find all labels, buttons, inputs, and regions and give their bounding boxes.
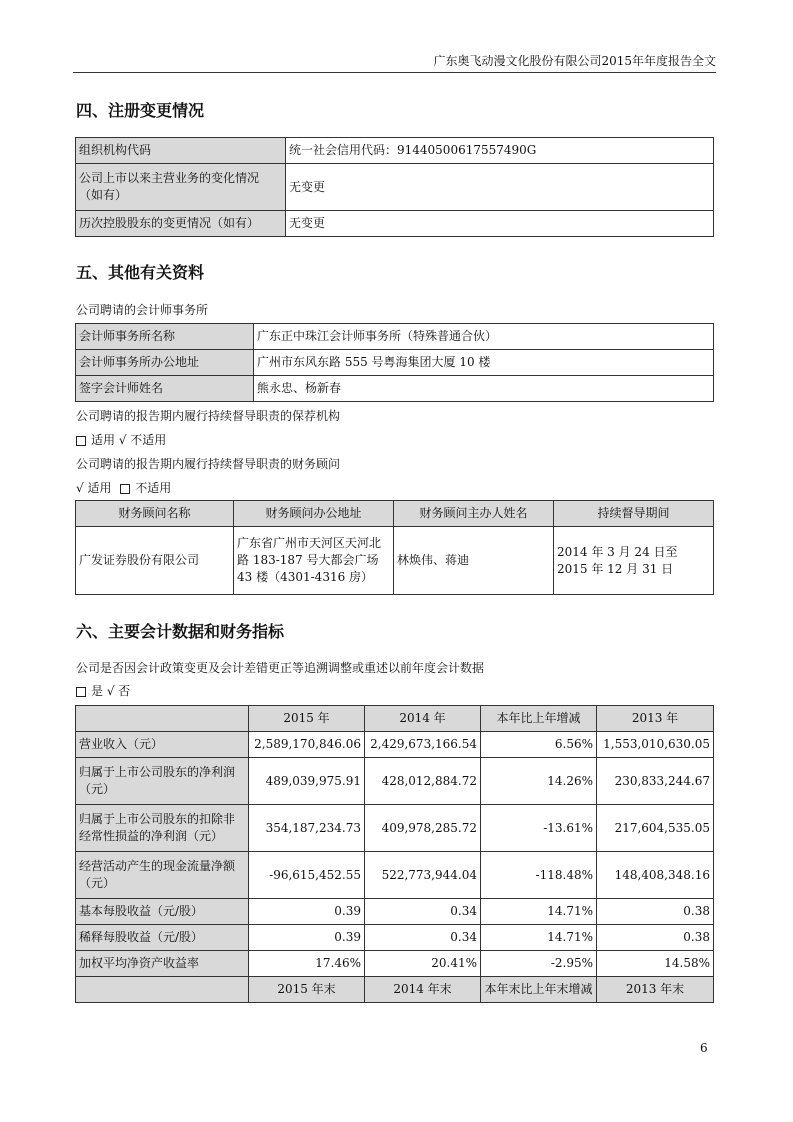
row-label: 归属于上市公司股东的净利润（元） bbox=[76, 758, 249, 805]
header-cell: 2015 年 bbox=[249, 706, 365, 732]
advisor-table bbox=[75, 500, 714, 595]
value-cell: 0.38 bbox=[597, 925, 714, 951]
value-cell: 熊永忠、杨新春 bbox=[254, 376, 714, 402]
footer-cell: 本年末比上年末增减 bbox=[481, 977, 597, 1003]
value-cell: 0.34 bbox=[365, 899, 481, 925]
value-cell: 409,978,285.72 bbox=[365, 805, 481, 852]
header-cell: 财务顾问办公地址 bbox=[234, 501, 394, 527]
checkbox-icon bbox=[76, 687, 86, 697]
value-cell: 14.71% bbox=[481, 899, 597, 925]
label-cell: 历次控股股东的变更情况（如有） bbox=[76, 211, 286, 237]
advisor-period-cell: 2014 年 3 月 24 日至 2015 年 12 月 31 日 bbox=[554, 527, 714, 595]
label-cell: 公司上市以来主营业务的变化情况（如有） bbox=[76, 164, 286, 211]
header-cell: 财务顾问主办人姓名 bbox=[394, 501, 554, 527]
restatement-question: 公司是否因会计政策变更及会计差错更正等追溯调整或重述以前年度会计数据 bbox=[76, 661, 485, 675]
value-cell: 广州市东风东路 555 号粤海集团大厦 10 楼 bbox=[254, 350, 714, 376]
table-row bbox=[76, 350, 714, 376]
section-4-heading: 四、注册变更情况 bbox=[76, 101, 205, 120]
value-cell: -13.61% bbox=[481, 805, 597, 852]
row-label: 经营活动产生的现金流量净额（元） bbox=[76, 852, 249, 899]
header-cell: 持续督导期间 bbox=[554, 501, 714, 527]
footer-cell: 2014 年末 bbox=[365, 977, 481, 1003]
advisor-options bbox=[76, 480, 171, 496]
page-header bbox=[73, 52, 716, 73]
table-row bbox=[76, 805, 714, 852]
value-cell: -96,615,452.55 bbox=[249, 852, 365, 899]
accounting-firm-table bbox=[75, 323, 714, 402]
value-cell: 6.56% bbox=[481, 732, 597, 758]
table-row bbox=[76, 211, 714, 237]
value-cell: 2,589,170,846.06 bbox=[249, 732, 365, 758]
value-cell: 2,429,673,166.54 bbox=[365, 732, 481, 758]
value-cell: 217,604,535.05 bbox=[597, 805, 714, 852]
header-cell bbox=[76, 706, 249, 732]
financial-data-table bbox=[75, 705, 714, 1003]
table-header-row bbox=[76, 706, 714, 732]
value-cell: 354,187,234.73 bbox=[249, 805, 365, 852]
restatement-answer-text: 是 √ 否 bbox=[91, 684, 131, 698]
value-cell: 20.41% bbox=[365, 951, 481, 977]
value-cell: 230,833,244.67 bbox=[597, 758, 714, 805]
value-cell: 0.38 bbox=[597, 899, 714, 925]
advisor-option-text-2: 不适用 bbox=[135, 481, 172, 495]
value-cell: 0.34 bbox=[365, 925, 481, 951]
label-cell: 会计师事务所名称 bbox=[76, 324, 254, 350]
advisor-address-cell: 广东省广州市天河区天河北路 183-187 号大都会广场 43 楼（4301-4316 房） bbox=[234, 527, 394, 595]
value-cell: 广东正中珠江会计师事务所（特殊普通合伙） bbox=[254, 324, 714, 350]
table-row bbox=[76, 138, 714, 164]
page-number: 6 bbox=[700, 1041, 708, 1055]
header-cell: 2014 年 bbox=[365, 706, 481, 732]
checkbox-icon bbox=[76, 436, 86, 446]
row-label: 归属于上市公司股东的扣除非经常性损益的净利润（元） bbox=[76, 805, 249, 852]
value-cell: 428,012,884.72 bbox=[365, 758, 481, 805]
value-cell: 14.26% bbox=[481, 758, 597, 805]
value-cell: 0.39 bbox=[249, 899, 365, 925]
table-row bbox=[76, 527, 714, 595]
label-cell: 组织机构代码 bbox=[76, 138, 286, 164]
label-cell: 签字会计师姓名 bbox=[76, 376, 254, 402]
advisor-name-cell: 广发证券股份有限公司 bbox=[76, 527, 234, 595]
value-cell: 1,553,010,630.05 bbox=[597, 732, 714, 758]
table-row bbox=[76, 324, 714, 350]
value-cell: 14.71% bbox=[481, 925, 597, 951]
table-header-row bbox=[76, 501, 714, 527]
value-cell: 489,039,975.91 bbox=[249, 758, 365, 805]
value-cell: 无变更 bbox=[286, 164, 714, 211]
footer-cell: 2013 年末 bbox=[597, 977, 714, 1003]
table-row bbox=[76, 732, 714, 758]
table-row bbox=[76, 925, 714, 951]
restatement-answer bbox=[76, 683, 130, 699]
value-cell: 统一社会信用代码：91440500617557490G bbox=[286, 138, 714, 164]
value-cell: 14.58% bbox=[597, 951, 714, 977]
advisor-option-text: √ 适用 bbox=[76, 481, 112, 495]
sponsor-options bbox=[76, 432, 166, 448]
row-label: 营业收入（元） bbox=[76, 732, 249, 758]
checkbox-icon bbox=[120, 484, 130, 494]
table-row bbox=[76, 758, 714, 805]
header-cell: 本年比上年增减 bbox=[481, 706, 597, 732]
value-cell: 无变更 bbox=[286, 211, 714, 237]
footer-cell bbox=[76, 977, 249, 1003]
value-cell: -2.95% bbox=[481, 951, 597, 977]
section-6-heading: 六、主要会计数据和财务指标 bbox=[76, 622, 285, 641]
value-cell: 522,773,944.04 bbox=[365, 852, 481, 899]
row-label: 基本每股收益（元/股） bbox=[76, 899, 249, 925]
advisor-person-cell: 林焕伟、蒋迪 bbox=[394, 527, 554, 595]
table-footer-row bbox=[76, 977, 714, 1003]
value-cell: 17.46% bbox=[249, 951, 365, 977]
accounting-firm-title: 公司聘请的会计师事务所 bbox=[76, 303, 209, 317]
header-cell: 2013 年 bbox=[597, 706, 714, 732]
table-row bbox=[76, 164, 714, 211]
table-row bbox=[76, 951, 714, 977]
section-5-heading: 五、其他有关资料 bbox=[76, 263, 205, 282]
label-cell: 会计师事务所办公地址 bbox=[76, 350, 254, 376]
registration-table bbox=[75, 137, 714, 237]
footer-cell: 2015 年末 bbox=[249, 977, 365, 1003]
value-cell: 148,408,348.16 bbox=[597, 852, 714, 899]
value-cell: 0.39 bbox=[249, 925, 365, 951]
sponsor-option-text: 适用 √ 不适用 bbox=[91, 433, 167, 447]
table-row bbox=[76, 376, 714, 402]
table-row bbox=[76, 852, 714, 899]
table-row bbox=[76, 899, 714, 925]
row-label: 加权平均净资产收益率 bbox=[76, 951, 249, 977]
header-cell: 财务顾问名称 bbox=[76, 501, 234, 527]
advisor-title: 公司聘请的报告期内履行持续督导职责的财务顾问 bbox=[76, 457, 341, 471]
row-label: 稀释每股收益（元/股） bbox=[76, 925, 249, 951]
sponsor-title: 公司聘请的报告期内履行持续督导职责的保荐机构 bbox=[76, 409, 341, 423]
report-title: 广东奥飞动漫文化股份有限公司2015年年度报告全文 bbox=[433, 54, 716, 68]
value-cell: -118.48% bbox=[481, 852, 597, 899]
